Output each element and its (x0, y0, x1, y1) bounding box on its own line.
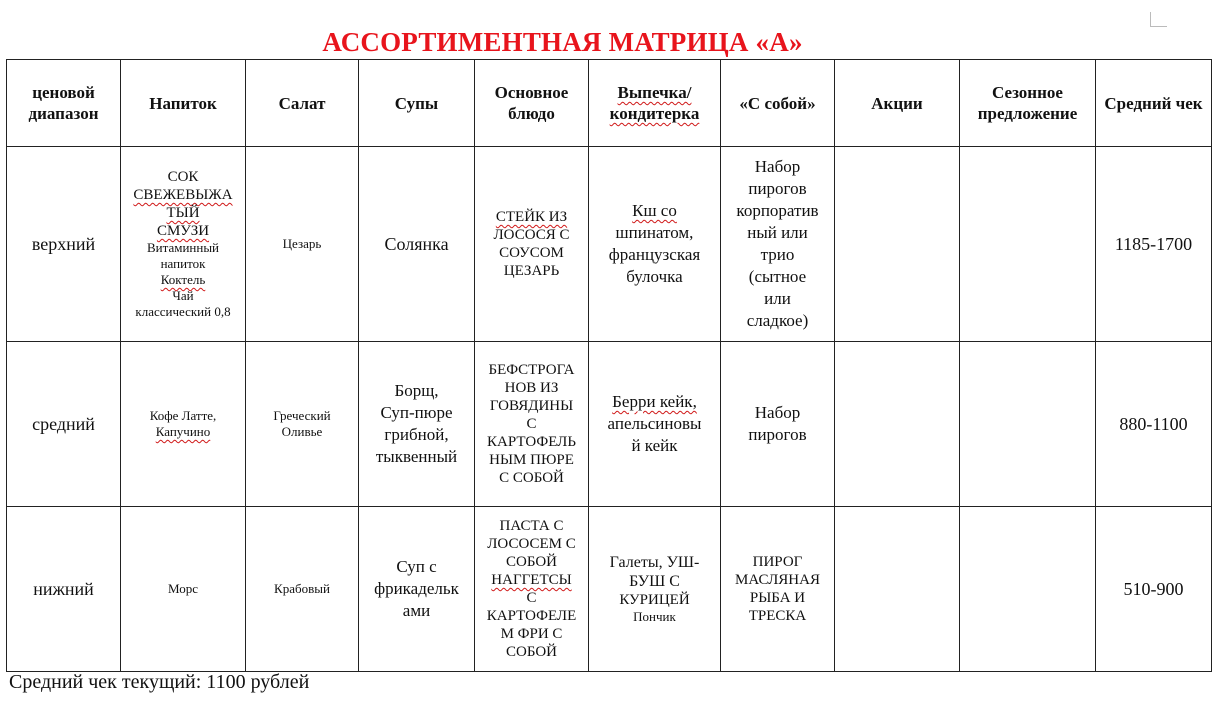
cell-seasonal-middle (960, 342, 1096, 507)
cell-soup-middle: Борщ, Суп-пюре грибной, тыквенный (359, 342, 475, 507)
page-title: АССОРТИМЕНТНАЯ МАТРИЦА «А» (322, 27, 803, 57)
header-seasonal: Сезонное предложение (960, 60, 1096, 147)
cell-soup-upper: Солянка (359, 147, 475, 342)
cell-drink-lower: Морс (121, 507, 246, 672)
cell-main-middle: БЕФСТРОГА НОВ ИЗ ГОВЯДИНЫ С КАРТОФЕЛЬ НЫМ ПЮРЕ С СОБОЙ (475, 342, 589, 507)
cell-salad-lower: Крабовый (246, 507, 359, 672)
cell-bakery-lower: Галеты, УШ- БУШ С КУРИЦЕЙ Пончик (589, 507, 721, 672)
cell-soup-lower: Суп с фрикадельк ами (359, 507, 475, 672)
cell-takeaway-lower: ПИРОГ МАСЛЯНАЯ РЫБА И ТРЕСКА (721, 507, 835, 672)
table-row-middle (7, 342, 1212, 507)
cell-takeaway-upper: Набор пирогов корпоратив ный или трио (сытное или сладкое) (721, 147, 835, 342)
header-main-dish: Основное блюдо (475, 60, 589, 147)
cell-drink-upper: СОК СВЕЖЕВЫЖА ТЫЙ СМУЗИ Витаминный напиток Коктель Чай классический 0,8 (121, 147, 246, 342)
cell-seasonal-lower (960, 507, 1096, 672)
row-label-lower: нижний (7, 507, 121, 672)
cell-bakery-upper: Кш со шпинатом, французская булочка (589, 147, 721, 342)
row-label-middle: средний (7, 342, 121, 507)
header-salad: Салат (246, 60, 359, 147)
header-bakery: Выпечка/ кондитерка (589, 60, 721, 147)
table-row-upper (7, 147, 1212, 342)
cell-seasonal-upper (960, 147, 1096, 342)
header-drink: Напиток (121, 60, 246, 147)
row-label-upper: верхний (7, 147, 121, 342)
header-row (7, 60, 1212, 147)
cell-avg-check-middle: 880-1100 (1096, 342, 1212, 507)
header-avg-check: Средний чек (1096, 60, 1212, 147)
assortment-matrix-table (6, 59, 1212, 672)
cell-avg-check-upper: 1185-1700 (1096, 147, 1212, 342)
cell-salad-middle: Греческий Оливье (246, 342, 359, 507)
cell-salad-upper: Цезарь (246, 147, 359, 342)
header-takeaway: «С собой» (721, 60, 835, 147)
cell-avg-check-lower: 510-900 (1096, 507, 1212, 672)
table-row-lower (7, 507, 1212, 672)
header-soups: Супы (359, 60, 475, 147)
cell-promo-middle (835, 342, 960, 507)
header-promo: Акции (835, 60, 960, 147)
page-corner-mark (1150, 12, 1167, 27)
cell-bakery-middle: Берри кейк, апельсиновы й кейк (589, 342, 721, 507)
cell-main-upper: СТЕЙК ИЗ ЛОСОСЯ С СОУСОМ ЦЕЗАРЬ (475, 147, 589, 342)
cell-promo-lower (835, 507, 960, 672)
cell-drink-middle: Кофе Латте, Капучино (121, 342, 246, 507)
cell-promo-upper (835, 147, 960, 342)
cell-main-lower: ПАСТА С ЛОСОСЕМ С СОБОЙ НАГГЕТСЫ С КАРТОФЕЛЕ М ФРИ С СОБОЙ (475, 507, 589, 672)
cell-takeaway-middle: Набор пирогов (721, 342, 835, 507)
current-avg-check-note: Средний чек текущий: 1100 рублей (9, 671, 310, 693)
header-price-range: ценовой диапазон (7, 60, 121, 147)
